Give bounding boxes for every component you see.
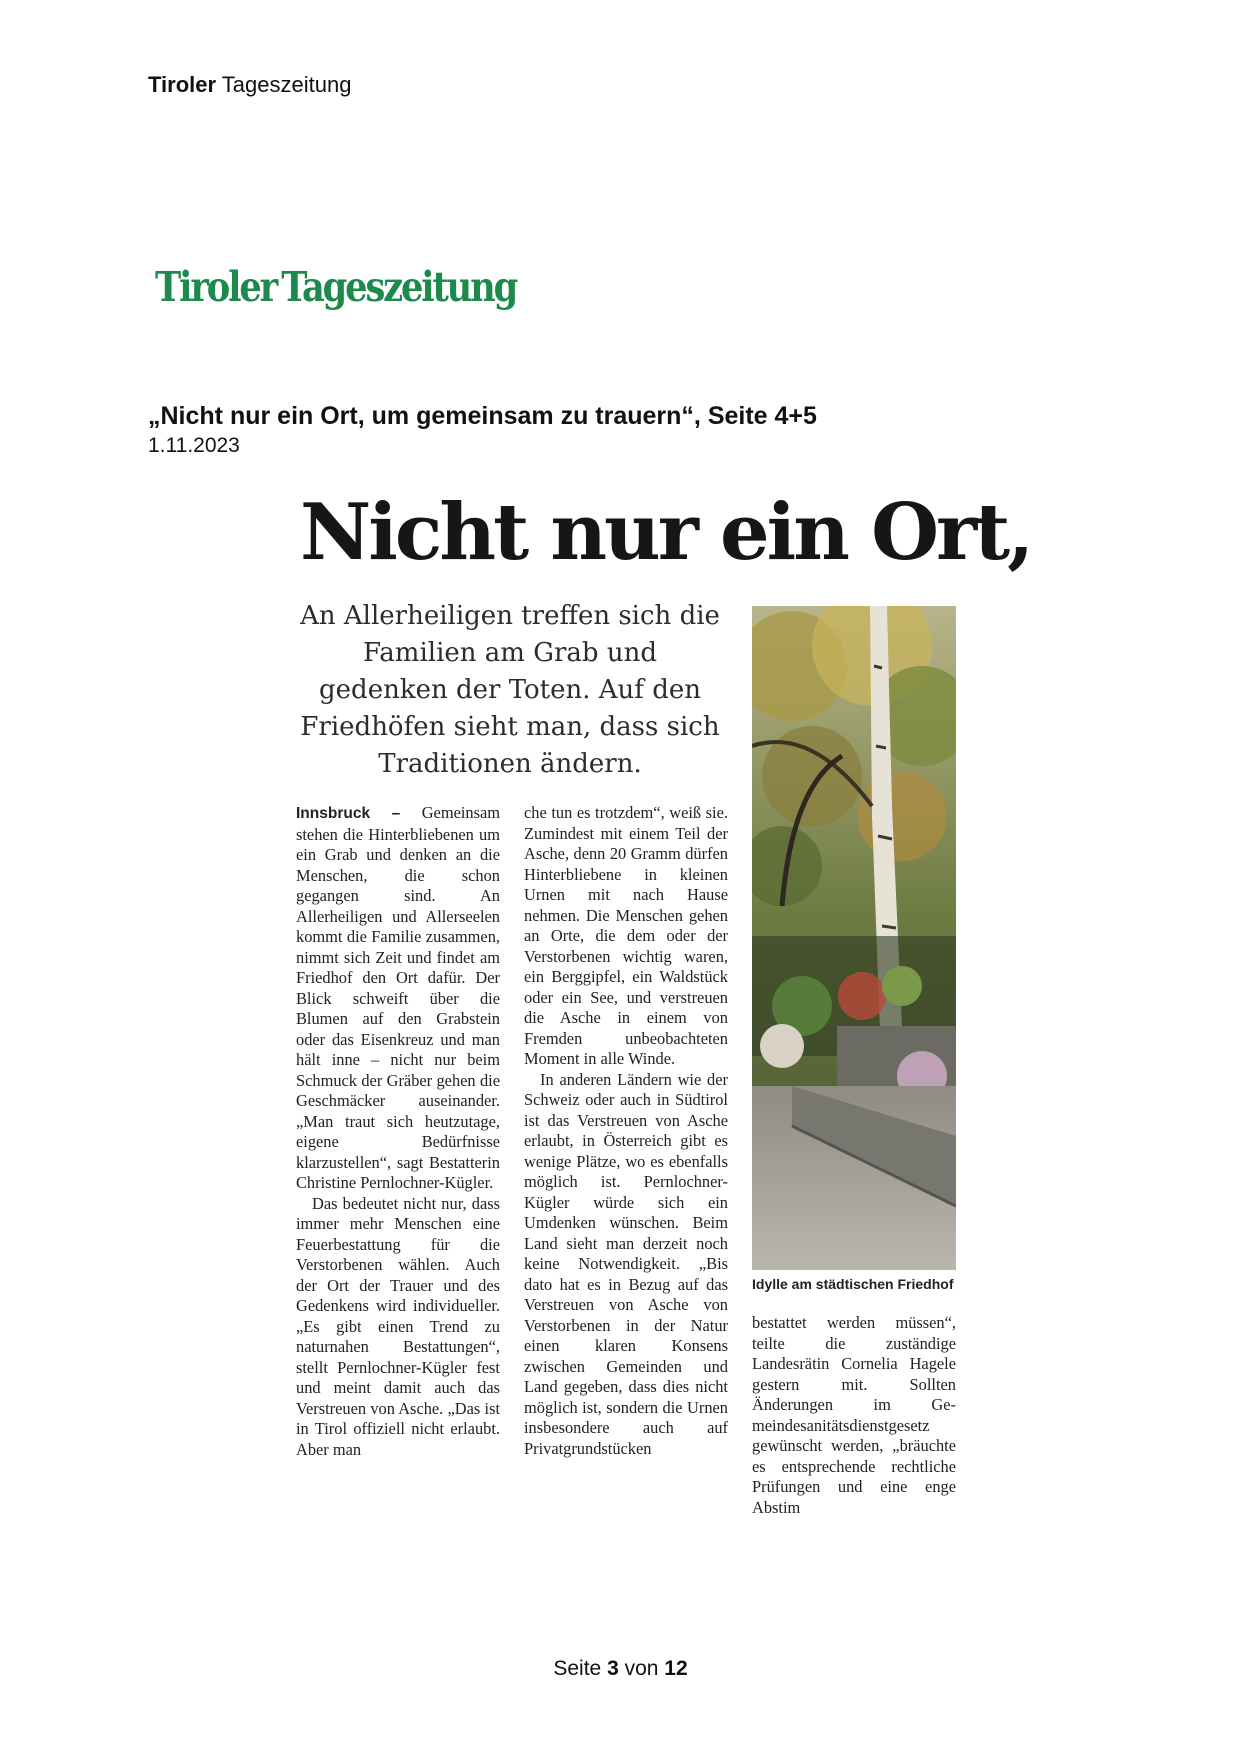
cemetery-photo <box>752 606 956 1270</box>
article-column-3 <box>752 1313 956 1518</box>
article-column-2 <box>524 803 728 1459</box>
photo-caption: Idylle am städtischen Friedhof <box>752 1276 954 1292</box>
article-column-1 <box>296 803 500 1460</box>
publication-name-regular: Tageszeitung <box>221 72 352 97</box>
publication-name-bold: Tiroler <box>148 72 217 97</box>
column3-paragraph-1: bestattet werden müssen“, teilte die zuständige Landesrätin Cornelia Hagele gestern mit. Sollten Änderungen im Gemeindesanitätsdienstgesetz gewünscht werden, „bräuchte es entsprechende rechtliche Prüfungen und eine enge Abstim <box>752 1313 956 1517</box>
article-date: 1.11.2023 <box>148 434 240 457</box>
logo-word-tiroler: Tiroler <box>155 263 277 311</box>
column2-paragraph-1: che tun es trotzdem“, weiß sie. Zumindest mit einem Teil der Asche, denn 20 Gramm dürfen Hinterbliebene in kleinen Urnen mit nach Hause nehmen. Die Menschen gehen an Orte, die dem oder der Verstorbenen wichtig waren, ein Berggipfel, ein Waldstück oder ein See, und verstreuen die Asche in einem von Fremden unbeobachteten Moment in alle Winde. <box>524 803 728 1068</box>
publication-header <box>148 72 351 98</box>
footer-prefix: Seite <box>553 1657 602 1680</box>
newspaper-logo <box>155 262 517 312</box>
clipping-title: Nicht nur ein Ort, <box>300 487 1032 578</box>
page-total: 12 <box>664 1657 688 1680</box>
column1-paragraph-2: Das bedeutet nicht nur, dass immer mehr Menschen eine Feuerbestattung für die Verstorbenen wählen. Auch der Ort der Trauer und des Gedenkens wird individueller. „Es gibt einen Trend zu naturnahen Bestattungen“, stellt Pernlochner-Kügler fest und meint damit auch das Verstreuen von Asche. „Das ist in Tirol offiziell nicht erlaubt. Aber man <box>296 1193 500 1459</box>
footer-middle: von <box>624 1657 659 1680</box>
clipping-lede: An Allerheiligen treffen sich die Familien am Grab und gedenken der Toten. Auf den Friedhöfen sieht man, dass sich Traditionen ändern. <box>300 601 720 779</box>
page-footer <box>0 1657 1241 1681</box>
column2-paragraph-2: In anderen Ländern wie der Schweiz oder auch in Südtirol ist das Verstreuen von Asche erlaubt, in Österreich gibt es wenige Plätze, wo es ebenfalls möglich ist. Pernlochner-Kügler würde sich ein Umdenken wünschen. Beim Land sieht man derzeit noch keine Notwendigkeit. „Bis dato hat es in Bezug auf das Verstreuen von Asche von Verstorbenen in der Natur einen klaren Konsens zwischen Gemeinden und Land gegeben, dass dies nicht möglich ist, sondern die Urnen insbesondere auch auf Privatgrundstücken <box>524 1069 728 1458</box>
column1-paragraph-1: Gemeinsam stehen die Hinterbliebenen um ein Grab und denken an die Menschen, die schon gegangen sind. An Allerheiligen und Allerseelen kommt die Familie zusammen, nimmt sich Zeit und findet am Friedhof den Ort dafür. Der Blick schweift über die Blumen auf den Grabstein oder das Eisenkreuz und man hält inne – nicht nur beim Schmuck der Gräber gehen die Geschmäcker auseinander. „Man traut sich heutzutage, eigene Bedürfnisse klarzustellen“, sagt Bestatterin Christine Pernlochner-Kügler. <box>296 803 500 1192</box>
dateline: Innsbruck – <box>296 805 401 822</box>
logo-word-tageszeitung: Tageszeitung <box>281 263 517 311</box>
page-current: 3 <box>607 1657 619 1680</box>
article-headline: „Nicht nur ein Ort, um gemeinsam zu trauern“, Seite 4+5 <box>148 402 817 430</box>
